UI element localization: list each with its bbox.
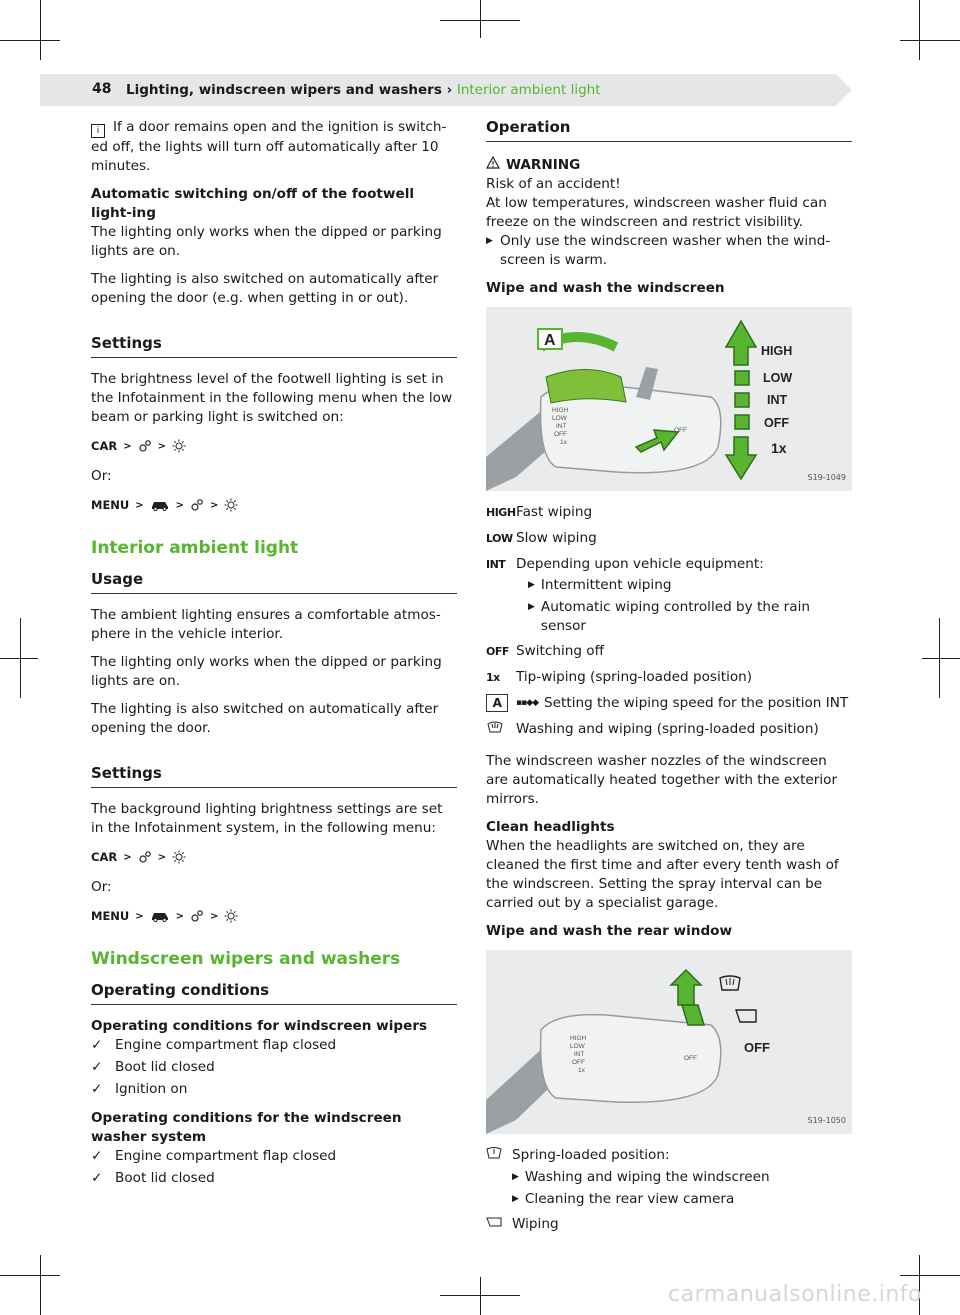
operation-title: Operation (486, 118, 852, 142)
menu-path-car-2: CAR > > (91, 847, 457, 867)
ambient-title: Interior ambient light (91, 538, 299, 558)
page-number: 48 (92, 81, 112, 97)
info-icon: i (91, 124, 105, 138)
spring-option-2: ▶ Cleaning the rear view camera (512, 1191, 735, 1207)
car-label: CAR (91, 849, 118, 864)
right-column (486, 118, 852, 1241)
crop-mark (40, 0, 41, 60)
settings-gear-icon (190, 909, 204, 923)
lever-label: INT (574, 1051, 585, 1058)
crop-mark (900, 40, 960, 41)
menu-path-car: CAR > > (91, 436, 457, 456)
or-label-1: Or: (91, 468, 112, 484)
check-icon: ✓ (91, 1148, 103, 1164)
lever-label: 1x (560, 439, 567, 446)
washer-conditions-title: Operating conditions for the windscreen washer system (91, 1110, 402, 1145)
footwell-p2: The lighting is also switched on automatically after opening the door (e.g. when getting in or out). (91, 271, 439, 306)
figure-code: S19-1050 (807, 1116, 846, 1125)
warning-heading: WARNING (486, 156, 852, 175)
sun-icon (172, 850, 186, 864)
crop-mark (480, 1277, 481, 1315)
bullet-arrow-icon: ▶ (528, 580, 535, 590)
breadcrumb-section: Lighting, windscreen wipers and washers (126, 82, 442, 98)
footwell-title: Automatic switching on/off of the footwell light-ing (91, 186, 415, 221)
settings1-title: Settings (91, 334, 457, 358)
label-low: LOW (763, 371, 793, 385)
watermark: carmanualsonline.info (668, 1282, 922, 1307)
list-item: ✓ Ignition on (91, 1081, 188, 1097)
settings-gear-icon (138, 850, 152, 864)
crop-mark (0, 40, 60, 41)
lever-label: INT (556, 423, 567, 430)
rear-lever-illustration (486, 950, 852, 1134)
label-high: HIGH (761, 344, 793, 358)
lever-label: OFF (572, 1059, 585, 1066)
lever-label: LOW (552, 415, 567, 422)
rear-wipe-icon (486, 1215, 512, 1234)
lever-illustration (486, 307, 852, 491)
crop-mark (919, 0, 920, 60)
warning-icon (486, 156, 500, 175)
legend-high: HIGH Fast wiping (486, 504, 593, 520)
list-item: ✓ Boot lid closed (91, 1170, 215, 1186)
sun-icon (224, 909, 238, 923)
nozzle-text: The windscreen washer nozzles of the windscreen are automatically heated together with the exterior mirrors. (486, 753, 838, 807)
breadcrumb-subsection: Interior ambient light (456, 82, 601, 98)
bullet-arrow-icon: ▶ (512, 1194, 519, 1204)
list-item: ✓ Engine compartment flap closed (91, 1148, 337, 1164)
menu-path-menu-2: MENU > > > (91, 906, 457, 926)
settings2-text: The background lighting brightness settings are set in the Infotainment system, in the following menu: (91, 801, 443, 836)
headlights-title: Clean headlights (486, 819, 615, 835)
lever-label: OFF (674, 427, 687, 434)
int-option-1: ▶ Intermittent wiping (528, 577, 672, 593)
label-off: OFF (764, 416, 789, 430)
wipe-rear-title: Wipe and wash the rear window (486, 923, 733, 939)
usage-p3: The lighting is also switched on automatically after opening the door. (91, 701, 439, 736)
bullet-arrow-icon: ▶ (512, 1172, 519, 1182)
menu-label: MENU (91, 497, 130, 512)
footwell-p1: The lighting only works when the dipped or parking lights are on. (91, 224, 442, 259)
settings2-title: Settings (91, 764, 457, 788)
label-off-rear: OFF (744, 1040, 770, 1055)
car-icon (150, 499, 170, 511)
sun-icon (224, 498, 238, 512)
wash-wipe-icon (486, 720, 516, 740)
check-icon: ✓ (91, 1037, 103, 1053)
breadcrumb-separator: › (446, 82, 453, 98)
menu-path-menu: MENU > > > (91, 495, 457, 515)
crop-mark (40, 1255, 41, 1315)
warning-line-1: Risk of an accident! (486, 176, 621, 192)
lever-label: LOW (570, 1043, 585, 1050)
settings1-text: The brightness level of the footwell lighting is set in the Infotainment in the following menu when the low beam or parking light is switched on: (91, 371, 453, 425)
lever-label: HIGH (552, 407, 569, 414)
intro-paragraph: i If a door remains open and the ignition is switch-ed off, the lights will turn off automatically after 10 minutes. (91, 119, 447, 174)
left-column (91, 118, 457, 1191)
bullet-arrow-icon: ▶ (528, 602, 535, 612)
list-item: ✓ Engine compartment flap closed (91, 1037, 337, 1053)
crop-mark (440, 20, 520, 21)
warning-line-2: At low temperatures, windscreen washer fluid can freeze on the windscreen and restrict visibility. (486, 195, 827, 230)
usage-title: Usage (91, 570, 457, 594)
crop-mark (480, 0, 481, 38)
list-item: ✓ Boot lid closed (91, 1059, 215, 1075)
legend-low: LOW Slow wiping (486, 530, 597, 546)
car-label: CAR (91, 438, 118, 453)
breadcrumb (126, 82, 601, 98)
spring-option-1: ▶ Washing and wiping the windscreen (512, 1169, 770, 1185)
bullet-arrow-icon: ▶ (486, 236, 493, 246)
headlights-text: When the headlights are switched on, they are cleaned the first time and after every tenth wash of the windscreen. Setting the spray interval can be carried out by a specialist garage. (486, 838, 839, 911)
check-icon: ✓ (91, 1081, 103, 1097)
figure-code: S19-1049 (807, 473, 846, 482)
sun-icon (172, 439, 186, 453)
lever-label: 1x (578, 1067, 585, 1074)
crop-mark (922, 658, 960, 659)
int-option-2: ▶ Automatic wiping controlled by the rain sensor (528, 599, 810, 634)
check-icon: ✓ (91, 1059, 103, 1075)
settings-gear-icon (190, 498, 204, 512)
wipe-front-title: Wipe and wash the windscreen (486, 280, 725, 296)
car-icon (150, 910, 170, 922)
crop-mark (440, 1295, 520, 1296)
lever-label: HIGH (570, 1035, 587, 1042)
legend-a: A ▪▪◆◆ Setting the wiping speed for the position INT (486, 694, 852, 713)
legend-int: INT Depending upon vehicle equipment: (486, 556, 764, 572)
figure-rear-lever (486, 950, 852, 1134)
rear-wash-icon (486, 1146, 512, 1166)
crop-mark (0, 1275, 60, 1276)
crop-mark (900, 1275, 960, 1276)
or-label-2: Or: (91, 879, 112, 895)
warning-bullet: ▶ Only use the windscreen washer when the wind-screen is warm. (486, 233, 831, 268)
legend-wash: Washing and wiping (spring-loaded position) (486, 720, 852, 740)
usage-p2: The lighting only works when the dipped or parking lights are on. (91, 654, 442, 689)
legend-1x: 1x Tip-wiping (spring-loaded position) (486, 669, 753, 685)
speed-dots-icon: ▪▪◆◆ (516, 698, 539, 708)
rear-wash-icon (720, 976, 740, 990)
label-1x: 1x (771, 440, 787, 456)
wiper-conditions-title: Operating conditions for windscreen wipers (91, 1018, 428, 1034)
check-icon: ✓ (91, 1170, 103, 1186)
wipers-title: Windscreen wipers and washers (91, 949, 401, 969)
usage-p1: The ambient lighting ensures a comfortable atmos-phere in the vehicle interior. (91, 607, 441, 642)
menu-label: MENU (91, 908, 130, 923)
figure-windscreen-lever (486, 307, 852, 491)
legend-off: OFF Switching off (486, 643, 604, 659)
conditions-title: Operating conditions (91, 981, 457, 1005)
lever-label: OFF (554, 431, 567, 438)
legend-wiping: Wiping (486, 1215, 852, 1234)
lever-label: OFF (684, 1055, 697, 1062)
label-int: INT (767, 393, 788, 407)
rear-wipe-icon (736, 1010, 756, 1022)
crop-mark (0, 658, 38, 659)
settings-gear-icon (138, 439, 152, 453)
legend-spring: Spring-loaded position: (486, 1146, 852, 1166)
callout-a: A (544, 332, 556, 349)
